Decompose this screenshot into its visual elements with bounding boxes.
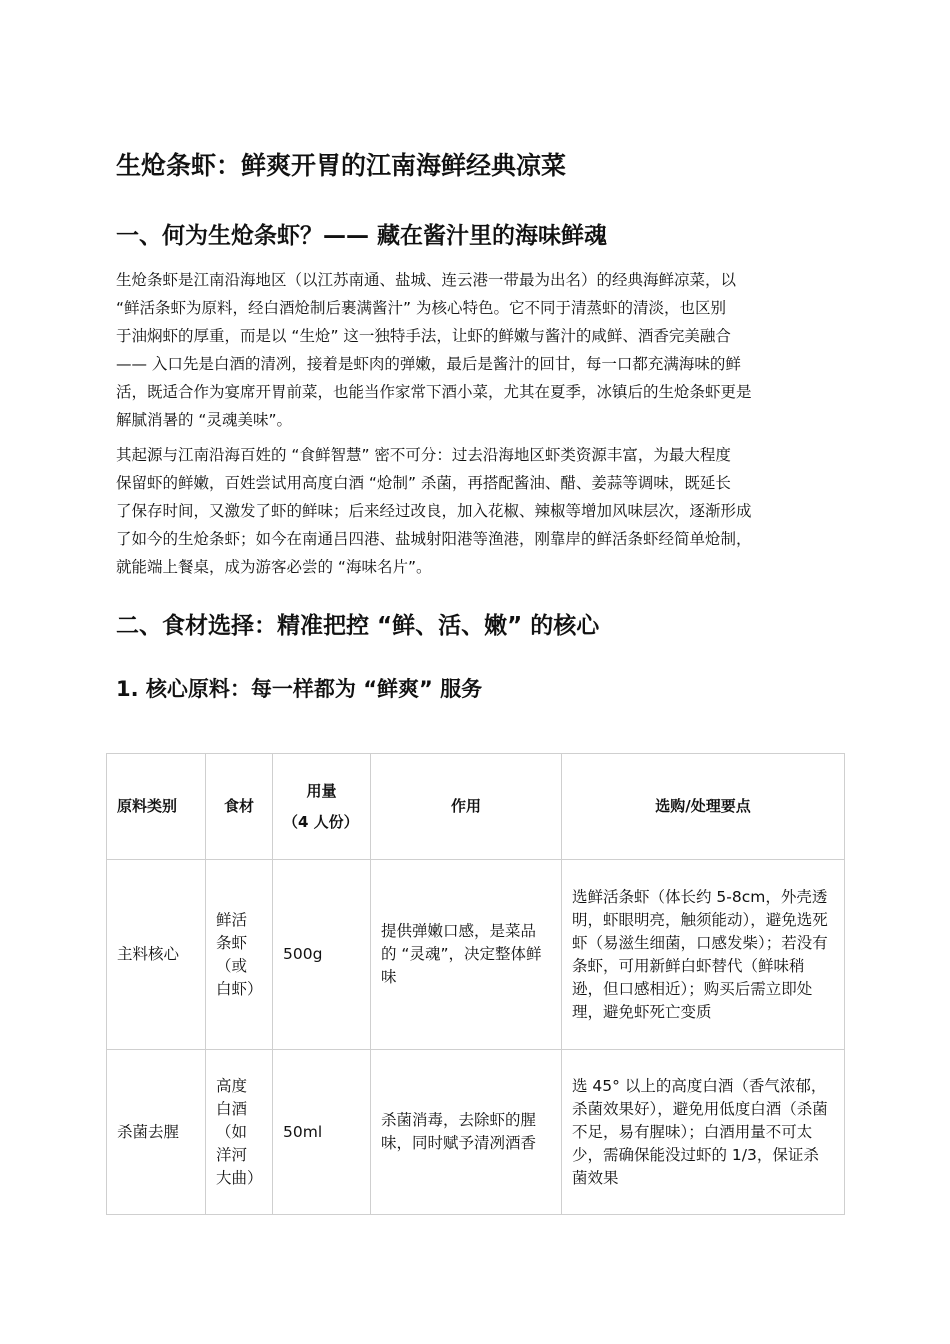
cell-category: 主料核心 [107,860,206,1050]
header-category: 原料类别 [107,754,206,860]
paragraph-line: —— 入口先是白酒的清冽，接着是虾肉的弹嫩，最后是酱汁的回甘，每一口都充满海味的鲜 [116,355,741,373]
section2-subheading-1: 1. 核心原料：每一样都为 “鲜爽” 服务 [116,677,483,701]
cell-ingredient: 鲜活条虾（或白虾） [206,860,273,1050]
header-role: 作用 [371,754,562,860]
paragraph-line: “鲜活条虾为原料，经白酒炝制后裹满酱汁” 为核心特色。它不同于清蒸虾的清淡，也区别 [116,299,726,317]
section1-paragraph-1 [116,266,844,434]
paragraph-line: 生炝条虾是江南沿海地区（以江苏南通、盐城、连云港一带最为出名）的经典海鲜凉菜，以 [116,271,737,289]
cell-ingredient: 高度白酒（如洋河大曲） [206,1050,273,1215]
table-row [107,1050,845,1215]
paragraph-line: 就能端上餐桌，成为游客必尝的 “海味名片”。 [116,558,432,576]
cell-tips: 选鲜活条虾（体长约 5-8cm，外壳透明，虾眼明亮，触须能动），避免选死虾（易滋生细菌，口感发柴）；若没有条虾，可用新鲜白虾替代（鲜味稍逊，但口感相近）；购买后需立即处理，避免虾死亡变质 [562,860,845,1050]
section2-heading: 二、食材选择：精准把控 “鲜、活、嫩” 的核心 [116,613,600,639]
section1-paragraph-2 [116,441,844,581]
table-header-row [107,754,845,860]
cell-amount: 50ml [273,1050,371,1215]
paragraph-line: 了如今的生炝条虾；如今在南通吕四港、盐城射阳港等渔港，刚靠岸的鲜活条虾经简单炝制， [116,530,752,548]
page-title: 生炝条虾：鲜爽开胃的江南海鲜经典凉菜 [116,151,567,180]
paragraph-line: 了保存时间，又激发了虾的鲜味；后来经过改良，加入花椒、辣椒等增加风味层次，逐渐形成 [116,502,752,520]
header-amount-line1: 用量 [306,781,337,800]
cell-category: 杀菌去腥 [107,1050,206,1215]
paragraph-line: 保留虾的鲜嫩，百姓尝试用高度白酒 “炝制” 杀菌，再搭配酱油、醋、姜蒜等调味，既延长 [116,474,731,492]
cell-role: 杀菌消毒，去除虾的腥味，同时赋予清冽酒香 [371,1050,562,1215]
cell-amount: 500g [273,860,371,1050]
paragraph-line: 于油焖虾的厚重，而是以 “生炝” 这一独特手法，让虾的鲜嫩与酱汁的咸鲜、酒香完美融合 [116,327,731,345]
header-amount-line2: （4 人份） [283,812,359,831]
cell-tips: 选 45° 以上的高度白酒（香气浓郁，杀菌效果好），避免用低度白酒（杀菌不足，易有腥味）；白酒用量不可太少，需确保能没过虾的 1/3，保证杀菌效果 [562,1050,845,1215]
paragraph-line: 活，既适合作为宴席开胃前菜，也能当作家常下酒小菜，尤其在夏季，冰镇后的生炝条虾更是 [116,383,752,401]
header-amount [273,754,371,860]
paragraph-line: 其起源与江南沿海百姓的 “食鲜智慧” 密不可分：过去沿海地区虾类资源丰富，为最大程度 [116,446,731,464]
section1-heading: 一、何为生炝条虾？—— 藏在酱汁里的海味鲜魂 [116,223,608,249]
table-row [107,860,845,1050]
header-ingredient: 食材 [206,754,273,860]
paragraph-line: 解腻消暑的 “灵魂美味”。 [116,411,292,429]
header-tips: 选购/处理要点 [562,754,845,860]
ingredients-table [106,753,845,1215]
cell-role: 提供弹嫩口感，是菜品的 “灵魂”，决定整体鲜味 [371,860,562,1050]
